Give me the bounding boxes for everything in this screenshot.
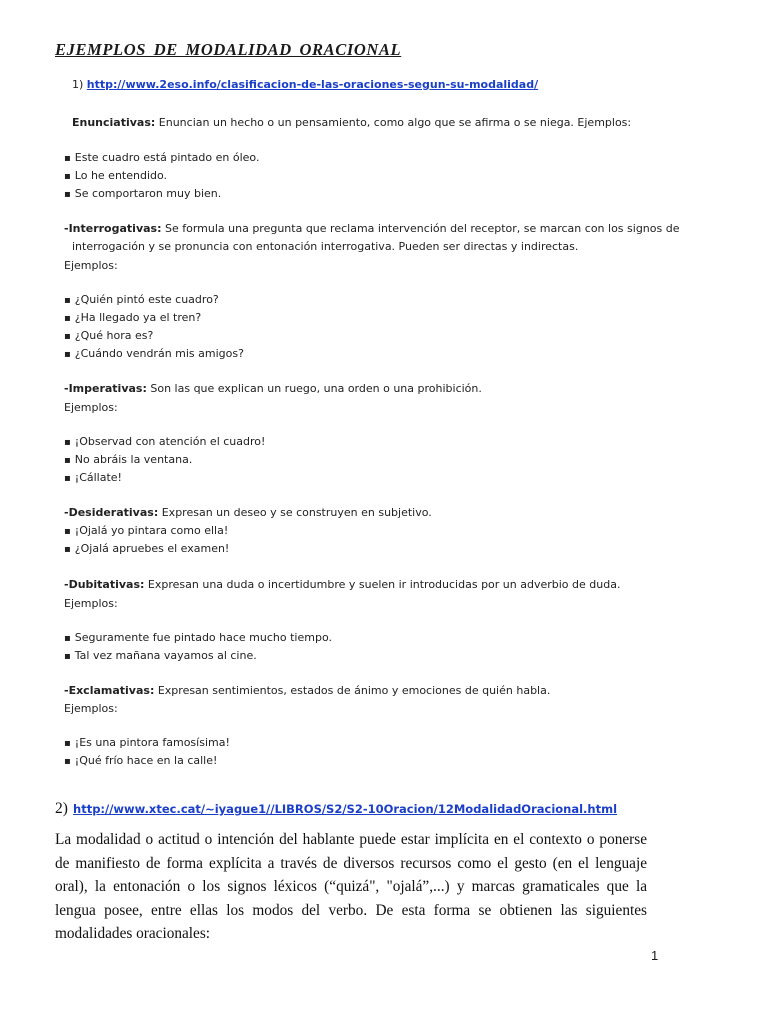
ejemplos-label: Ejemplos:: [64, 401, 118, 414]
reference-2-number: 2): [55, 800, 68, 817]
list-item: ▪ Este cuadro está pintado en óleo.: [64, 151, 259, 164]
list-item: ▪ ¿Quién pintó este cuadro?: [64, 293, 219, 306]
ejemplos-label: Ejemplos:: [64, 259, 118, 272]
desiderativas-label: -Desiderativas:: [64, 506, 159, 519]
list-item: ▪ ¡Ojalá yo pintara como ella!: [64, 524, 228, 537]
exclamativas-text: Expresan sentimientos, estados de ánimo y emociones de quién habla.: [154, 684, 551, 697]
interrogativas-definition: [64, 222, 679, 235]
reference-2-link[interactable]: http://www.xtec.cat/~iyague1//LIBROS/S2/S2-10Oracion/12ModalidadOracional.html: [73, 802, 618, 816]
reference-2: [55, 798, 617, 818]
list-item: ▪ ¿Ojalá apruebes el examen!: [64, 542, 229, 555]
interrogativas-text-continued: interrogación y se pronuncia con entonación interrogativa. Pueden ser directas y indirectas.: [72, 240, 579, 253]
desiderativas-definition: [64, 506, 432, 519]
list-item: ▪ ¡Qué frío hace en la calle!: [64, 754, 217, 767]
enunciativas-text: Enuncian un hecho o un pensamiento, como algo que se afirma o se niega. Ejemplos:: [155, 116, 632, 129]
reference-1-number: 1): [72, 78, 84, 91]
interrogativas-text: Se formula una pregunta que reclama intervención del receptor, se marcan con los signos de: [161, 222, 680, 235]
list-item: ▪ ¡Es una pintora famosísima!: [64, 736, 230, 749]
reference-1-link[interactable]: http://www.2eso.info/clasificacion-de-las-oraciones-segun-su-modalidad/: [86, 78, 539, 91]
list-item: ▪ ¿Cuándo vendrán mis amigos?: [64, 347, 244, 360]
enunciativas-definition: [72, 116, 631, 129]
list-item: ▪ ¡Cállate!: [64, 471, 122, 484]
list-item: ▪ Lo he entendido.: [64, 169, 167, 182]
desiderativas-text: Expresan un deseo y se construyen en subjetivo.: [158, 506, 432, 519]
list-item: ▪ ¿Ha llegado ya el tren?: [64, 311, 201, 324]
interrogativas-label: -Interrogativas:: [64, 222, 162, 235]
list-item: ▪ ¿Qué hora es?: [64, 329, 153, 342]
enunciativas-label: Enunciativas:: [72, 116, 156, 129]
list-item: ▪ Se comportaron muy bien.: [64, 187, 221, 200]
page-title: EJEMPLOS DE MODALIDAD ORACIONAL: [55, 40, 402, 59]
dubitativas-text: Expresan una duda o incertidumbre y suelen ir introducidas por un adverbio de duda.: [144, 578, 621, 591]
page-number: 1: [651, 948, 659, 963]
dubitativas-label: -Dubitativas:: [64, 578, 145, 591]
imperativas-text: Son las que explican un ruego, una orden o una prohibición.: [146, 382, 482, 395]
list-item: ▪ Tal vez mañana vayamos al cine.: [64, 649, 257, 662]
list-item: ▪ Seguramente fue pintado hace mucho tiempo.: [64, 631, 332, 644]
imperativas-label: -Imperativas:: [64, 382, 147, 395]
dubitativas-definition: [64, 578, 620, 591]
imperativas-definition: [64, 382, 482, 395]
ejemplos-label: Ejemplos:: [64, 597, 118, 610]
body-paragraph: La modalidad o actitud o intención del hablante puede estar implícita en el contexto o ponerse de manifiesto de forma explícita a través de diversos recursos como el gesto (en el lenguaje oral), la entonación o los signos léxicos (“quizá", "ojalá”,...) y marcas gramaticales que la lengua posee, entre ellas los modos del verbo. De esta forma se obtienen las siguientes modalidades oracionales:: [55, 831, 647, 942]
ejemplos-label: Ejemplos:: [64, 702, 118, 715]
list-item: ▪ ¡Observad con atención el cuadro!: [64, 435, 265, 448]
exclamativas-definition: [64, 684, 550, 697]
list-item: ▪ No abráis la ventana.: [64, 453, 192, 466]
exclamativas-label: -Exclamativas:: [64, 684, 155, 697]
reference-1: [72, 78, 538, 91]
